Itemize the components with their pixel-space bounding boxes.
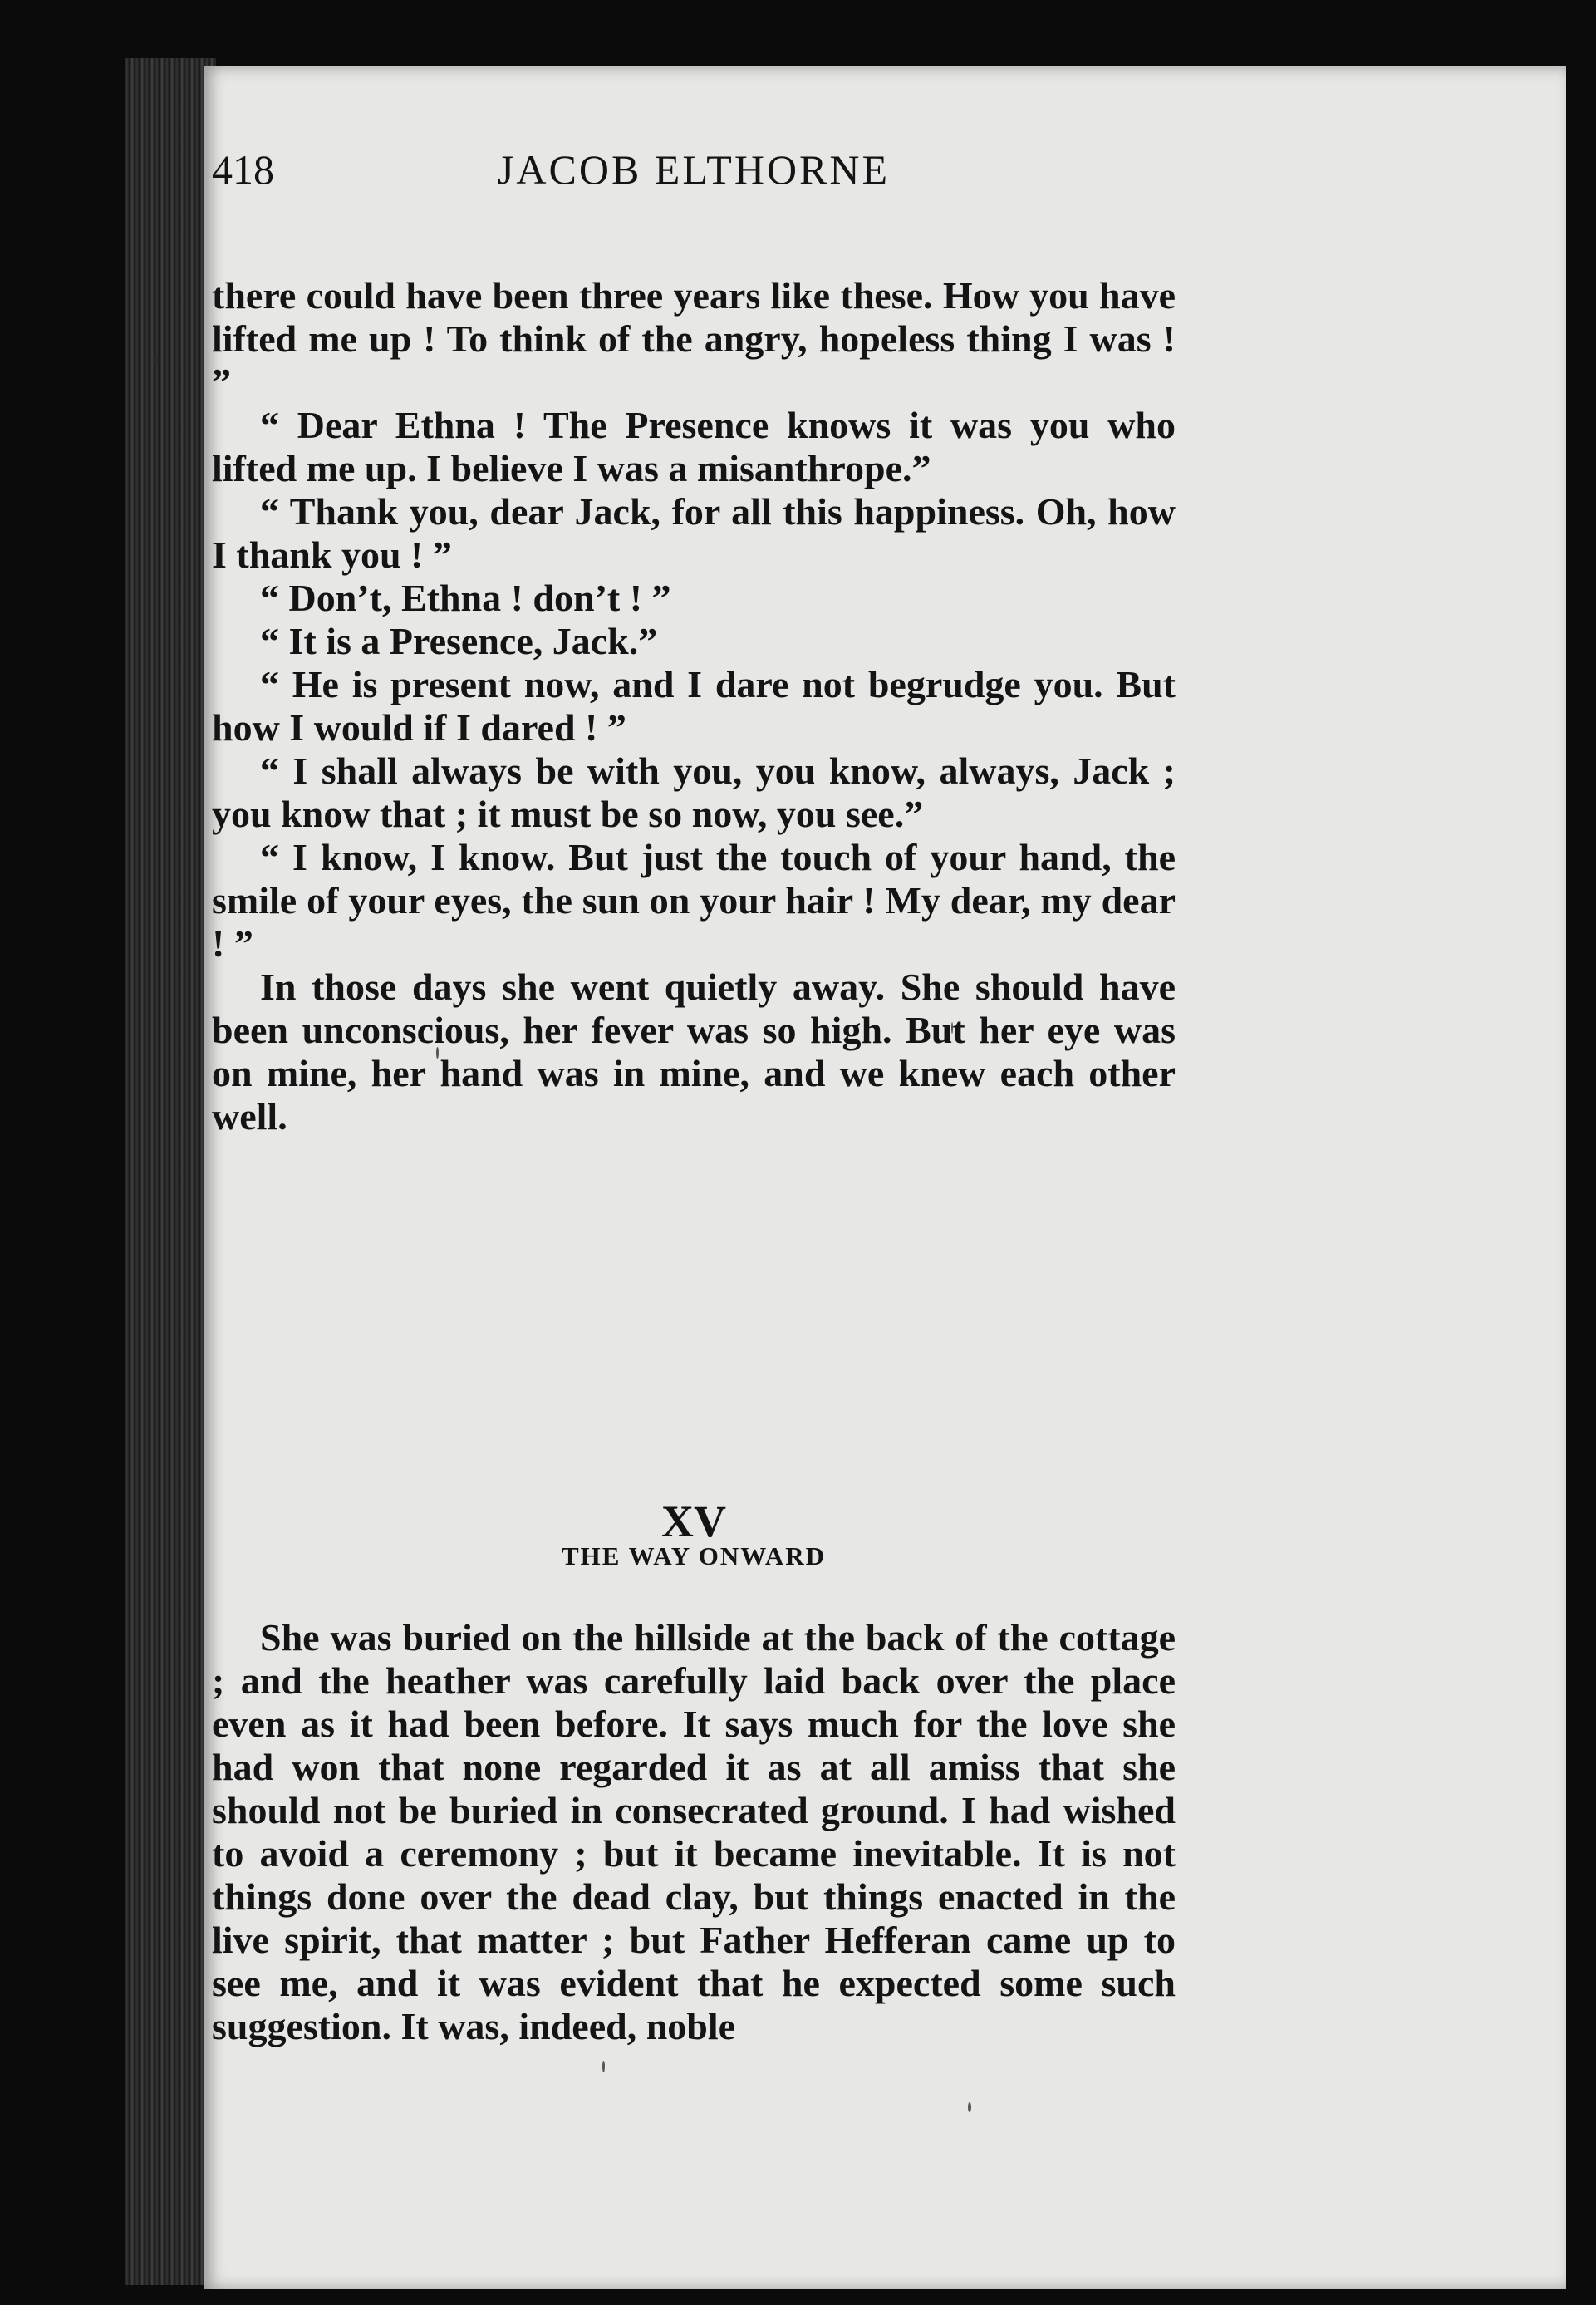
paragraph: “ Thank you, dear Jack, for all this happiness. Oh, how I thank you ! ” bbox=[212, 490, 1176, 576]
paragraph: In those days she went quietly away. She should have been unconscious, her fever was so high. But her eye was on mine, her hand was in mine, and we knew each other well. bbox=[212, 966, 1176, 1138]
chapter-number: XV bbox=[661, 1497, 726, 1546]
paragraph: She was buried on the hillside at the back of the cottage ; and the heather was carefully laid back over the place even as it had been before. It says much for the love she had won that none regarded it as at all amiss that she should not be buried in consecrated ground. I had wished to avoid a ceremony ; but it became inevitable. It is not things done over the dead clay, but things enacted in the live spirit, that matter ; but Father Hefferan came up to see me, and it was evident that he expected some such suggestion. It was, indeed, noble bbox=[212, 1616, 1176, 2047]
book-title: JACOB ELTHORNE bbox=[497, 146, 891, 193]
paragraph: “ He is present now, and I dare not begrudge you. But how I would if I dared ! ” bbox=[212, 663, 1176, 749]
body-text-top bbox=[212, 274, 1176, 1138]
paragraph: “ I know, I know. But just the touch of your hand, the smile of your eyes, the sun on your hair ! My dear, my dear ! ” bbox=[212, 836, 1176, 965]
paragraph: “ I shall always be with you, you know, always, Jack ; you know that ; it must be so now, you see.” bbox=[212, 749, 1176, 835]
paragraph: “ It is a Presence, Jack.” bbox=[260, 620, 658, 662]
body-text-bottom bbox=[212, 1616, 1176, 2048]
running-head bbox=[212, 145, 1176, 220]
paragraph: there could have been three years like these. How you have lifted me up ! To think of the angry, hopeless thing I was ! ” bbox=[212, 274, 1176, 403]
page-number: 418 bbox=[212, 146, 274, 193]
paragraph: “ Dear Ethna ! The Presence knows it was you who lifted me up. I believe I was a misanthrope.” bbox=[212, 404, 1176, 489]
chapter-title: THE WAY ONWARD bbox=[562, 1541, 826, 1570]
paragraph: “ Don’t, Ethna ! don’t ! ” bbox=[260, 577, 671, 619]
